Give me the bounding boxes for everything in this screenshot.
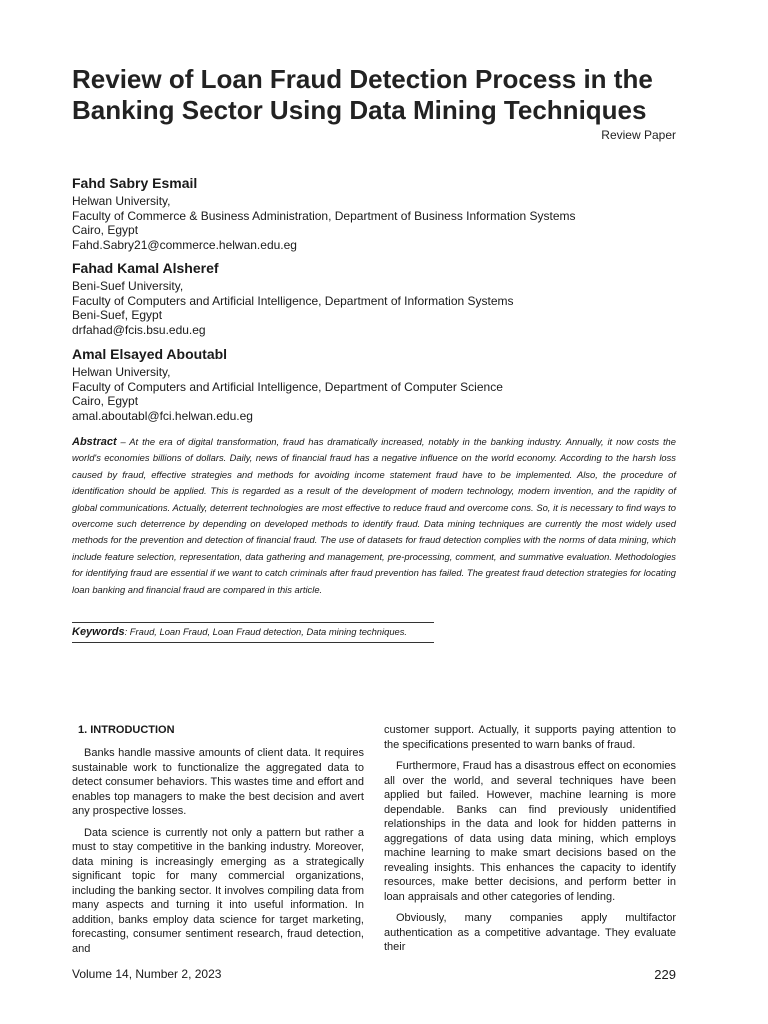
section-heading: 1. INTRODUCTION <box>78 724 175 736</box>
right-column <box>384 723 676 962</box>
author-location: Cairo, Egypt <box>72 394 139 408</box>
author-block-1 <box>72 174 692 252</box>
author-block-2 <box>72 259 692 337</box>
author-email[interactable]: amal.aboutabl@fci.helwan.edu.eg <box>72 408 253 423</box>
keywords-text: : Fraud, Loan Fraud, Loan Fraud detection, Data mining techniques. <box>124 626 408 637</box>
paragraph: Obviously, many companies apply multifactor authentication as a competitive advantage. They evaluate their <box>384 912 676 953</box>
paragraph: customer support. Actually, it supports paying attention to the specifications presented to warn banks of fraud. <box>384 724 676 751</box>
author-email[interactable]: Fahd.Sabry21@commerce.helwan.edu.eg <box>72 237 297 252</box>
abstract <box>72 434 676 598</box>
author-name: Fahd Sabry Esmail <box>72 175 198 191</box>
author-university: Helwan University, <box>72 365 171 379</box>
left-column <box>72 722 364 963</box>
author-university: Helwan University, <box>72 194 171 208</box>
paper-type-label: Review Paper <box>601 128 676 142</box>
keywords-label: Keywords <box>72 626 125 638</box>
author-location: Beni-Suef, Egypt <box>72 308 163 322</box>
paragraph: Banks handle massive amounts of client data. It requires sustainable work to functionalize the aggregated data to detect consumer behaviors. This wastes time and effort and enables top managers to make the best decision and avert any prospective losses. <box>72 747 364 817</box>
author-location: Cairo, Egypt <box>72 223 139 237</box>
author-email[interactable]: drfahad@fcis.bsu.edu.eg <box>72 322 206 337</box>
author-university: Beni-Suef University, <box>72 279 184 293</box>
paper-title: Review of Loan Fraud Detection Process in the Banking Sector Using Data Mining Techniques <box>72 64 653 125</box>
author-department: Faculty of Commerce & Business Administration, Department of Business Information Systems <box>72 208 576 223</box>
author-name: Amal Elsayed Aboutabl <box>72 346 228 362</box>
abstract-text: – At the era of digital transformation, fraud has dramatically increased, notably in the banking industry. Annually, it now costs the world's economies billions of dollars. Daily, news of financial fraud has a negative influence on the world economy. According to the harsh loss caused by fraud, effective strategies and methods for avoiding income statement fraud have to be implemented. Also, the procedure of identification should be applied. This is regarded as a result of the development of modern technology, modern invention, and the rapidity of global communications. Actually, deterrent technologies are most effective to reduce fraud and overcome cons. So, it is necessary to find ways to overcome such deterrence by depending on developed methods to identify fraud. Data mining techniques are currently the most widely used methods for the prevention and detection of financial fraud. The use of datasets for fraud detection complies with the norms of data mining, which include feature selection, representation, data gathering and management, pre-processing, comment, and summative evaluation. Methodologies for identifying fraud are essential if we want to catch criminals after fraud prevention has failed. The greatest fraud detection strategies for locating loan banking and financial fraud are compared in this article. <box>72 436 676 595</box>
author-department: Faculty of Computers and Artificial Intelligence, Department of Computer Science <box>72 379 503 394</box>
paragraph: Data science is currently not only a pattern but rather a must to stay competitive in the banking industry. Moreover, data mining is increasingly emerging as a strategically significant topic for many commercial organizations, including the banking sector. It involves compiling data from many aspects and turning it into useful information. In addition, banks employ data science for target marketing, forecasting, consumer sentiment research, fraud detection, and <box>72 826 364 955</box>
author-block-3 <box>72 345 692 423</box>
abstract-label: Abstract <box>72 436 117 448</box>
keywords <box>72 622 434 643</box>
page-number: 229 <box>654 967 676 982</box>
author-name: Fahad Kamal Alsheref <box>72 260 219 276</box>
paragraph: Furthermore, Fraud has a disastrous effect on economies all over the world, and several techniques have been applied but failed. However, machine learning is more dependable. Banks can find previously unidentified relationships in the data and look for hidden patterns in aggregations of data using data mining, which employs machine learning to make smart decisions based on the revealing insights. This enhances the capacity to identify resources, make better decisions, and perform better in loan appraisals and other categories of lending. <box>384 760 676 903</box>
author-department: Faculty of Computers and Artificial Intelligence, Department of Information Systems <box>72 293 514 308</box>
footer-volume: Volume 14, Number 2, 2023 <box>72 967 222 981</box>
